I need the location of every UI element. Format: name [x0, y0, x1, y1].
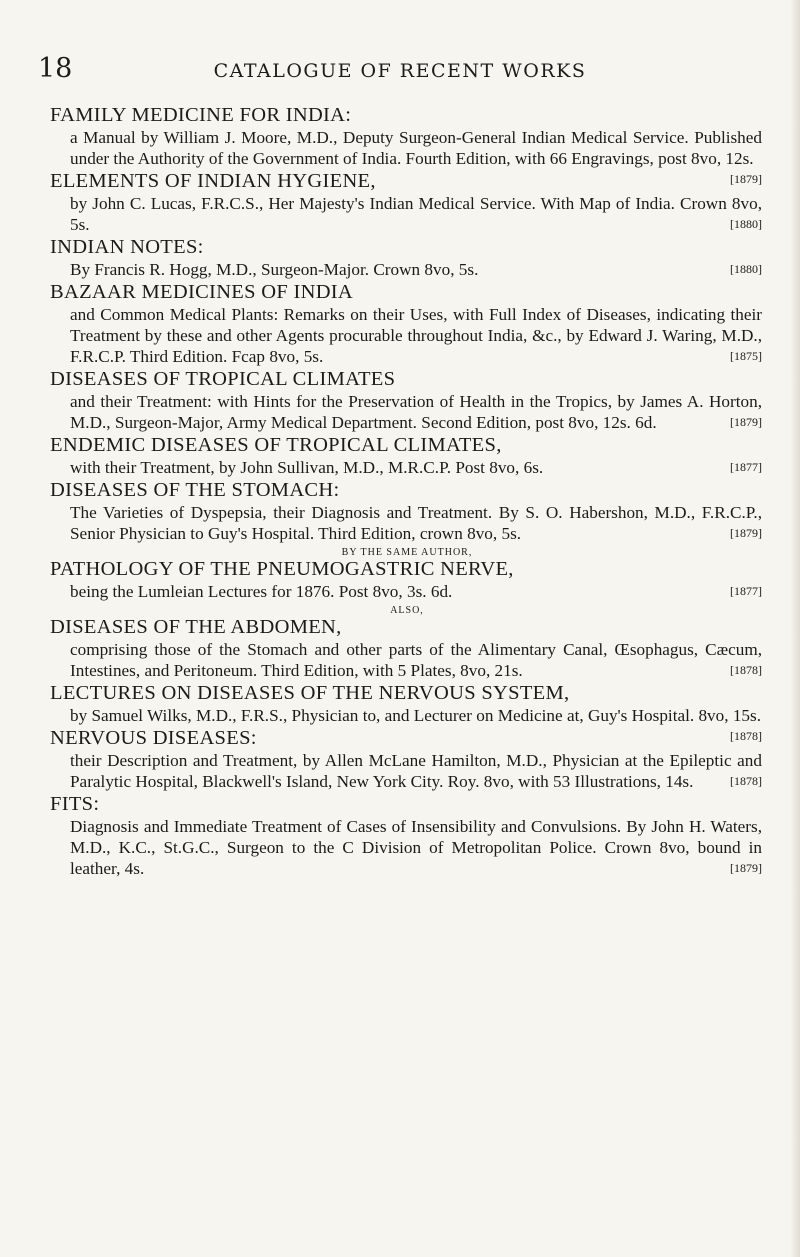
entry-text: by John C. Lucas, F.R.C.S., Her Majesty's Indian Medical Service. With Map of India. Crown 8vo, 5s. — [70, 194, 762, 234]
entry-date: [1878] — [730, 774, 762, 788]
entry-text: being the Lumleian Lectures for 1876. Post 8vo, 3s. 6d. — [70, 582, 453, 601]
entry-date: [1880] — [730, 217, 762, 231]
entry-note: ALSO, — [390, 605, 424, 616]
catalogue-entry — [52, 727, 762, 792]
entry-description — [70, 502, 762, 544]
entry-description — [70, 457, 762, 478]
catalogue-entry — [52, 236, 762, 280]
catalogue-entries — [52, 104, 762, 880]
entry-date: [1879] — [730, 415, 762, 429]
entry-description — [70, 304, 762, 367]
entry-description — [70, 193, 762, 235]
catalogue-entry — [52, 479, 762, 544]
entry-date: [1875] — [730, 349, 762, 363]
entry-description — [70, 581, 762, 602]
entry-title: ENDEMIC DISEASES OF TROPICAL CLIMATES, — [50, 434, 502, 456]
entry-text: a Manual by William J. Moore, M.D., Deputy Surgeon-General Indian Medical Service. Published under the Authority of the Government of India. Fourth Edition, with 66 Engravings, post 8vo, 12s. — [70, 128, 762, 168]
entry-text: Diagnosis and Immediate Treatment of Cases of Insensibility and Convulsions. By John H. Waters, M.D., K.C., St.G.C., Surgeon to the C Division of Metropolitan Police. Crown 8vo, bound in leather, 4s. — [70, 817, 762, 878]
entry-title: DISEASES OF THE STOMACH: — [50, 479, 340, 501]
entry-text: and their Treatment: with Hints for the Preservation of Health in the Tropics, by James A. Horton, M.D., Surgeon-Major, Army Medical Department. Second Edition, post 8vo, 12s. 6d. — [70, 392, 762, 432]
entry-text: by Samuel Wilks, M.D., F.R.S., Physician to, and Lecturer on Medicine at, Guy's Hospital. 8vo, 15s. — [70, 706, 762, 725]
entry-title: BAZAAR MEDICINES OF INDIA — [50, 281, 354, 303]
page-edge-shadow — [790, 0, 800, 1257]
entry-note: BY THE SAME AUTHOR, — [341, 547, 473, 558]
entry-title: ELEMENTS OF INDIAN HYGIENE, — [50, 170, 376, 192]
page-header — [0, 52, 800, 88]
entry-description — [70, 816, 762, 879]
entry-text: comprising those of the Stomach and other parts of the Alimentary Canal, Œsophagus, Cæcum, Intestines, and Peritoneum. Third Edition, with 5 Plates, 8vo, 21s. — [70, 640, 762, 680]
entry-title: LECTURES ON DISEASES OF THE NERVOUS SYSTEM, — [50, 682, 570, 704]
entry-title: PATHOLOGY OF THE PNEUMOGASTRIC NERVE, — [50, 558, 514, 580]
entry-date: [1877] — [730, 460, 762, 474]
entry-date: [1879] — [730, 861, 762, 875]
page-number: 18 — [38, 53, 73, 84]
entry-description — [70, 639, 762, 681]
catalogue-entry — [52, 281, 762, 367]
catalogue-entry — [52, 170, 762, 235]
entry-date: [1879] — [730, 526, 762, 540]
entry-description — [70, 750, 762, 792]
entry-date: [1880] — [730, 262, 762, 276]
entry-date: [1877] — [730, 584, 762, 598]
catalogue-entry — [52, 604, 762, 681]
entry-title: FITS: — [50, 793, 100, 815]
entry-title: INDIAN NOTES: — [50, 236, 204, 258]
entry-title: DISEASES OF TROPICAL CLIMATES — [50, 368, 396, 390]
entry-date: [1878] — [730, 663, 762, 677]
entry-date: [1879] — [730, 172, 762, 186]
entry-text: their Description and Treatment, by Allen McLane Hamilton, M.D., Physician at the Epileptic and Paralytic Hospital, Blackwell's Island, New York City. Roy. 8vo, with 53 Illustrations, 14s. — [70, 751, 762, 791]
entry-title: FAMILY MEDICINE FOR INDIA: — [50, 104, 352, 126]
entry-text: and Common Medical Plants: Remarks on their Uses, with Full Index of Diseases, indicating their Treatment by these and other Agents procurable throughout India, &c., by Edward J. Waring, M.D., F.R.C.P. Third Edition. Fcap 8vo, 5s. — [70, 305, 762, 366]
entry-title: DISEASES OF THE ABDOMEN, — [50, 616, 342, 638]
entry-text: The Varieties of Dyspepsia, their Diagnosis and Treatment. By S. O. Habershon, M.D., F.R.C.P., Senior Physician to Guy's Hospital. Third Edition, crown 8vo, 5s. — [70, 503, 762, 543]
entry-date: [1878] — [730, 729, 762, 743]
catalogue-entry — [52, 368, 762, 433]
entry-text: By Francis R. Hogg, M.D., Surgeon-Major. Crown 8vo, 5s. — [70, 260, 479, 279]
catalogue-entry — [52, 546, 762, 602]
entry-text: with their Treatment, by John Sullivan, M.D., M.R.C.P. Post 8vo, 6s. — [70, 458, 544, 477]
catalogue-entry — [52, 793, 762, 879]
catalogue-entry — [52, 434, 762, 478]
entry-description — [70, 391, 762, 433]
running-head: CATALOGUE OF RECENT WORKS — [213, 60, 587, 82]
entry-title: NERVOUS DISEASES: — [50, 727, 257, 749]
entry-description — [70, 259, 762, 280]
